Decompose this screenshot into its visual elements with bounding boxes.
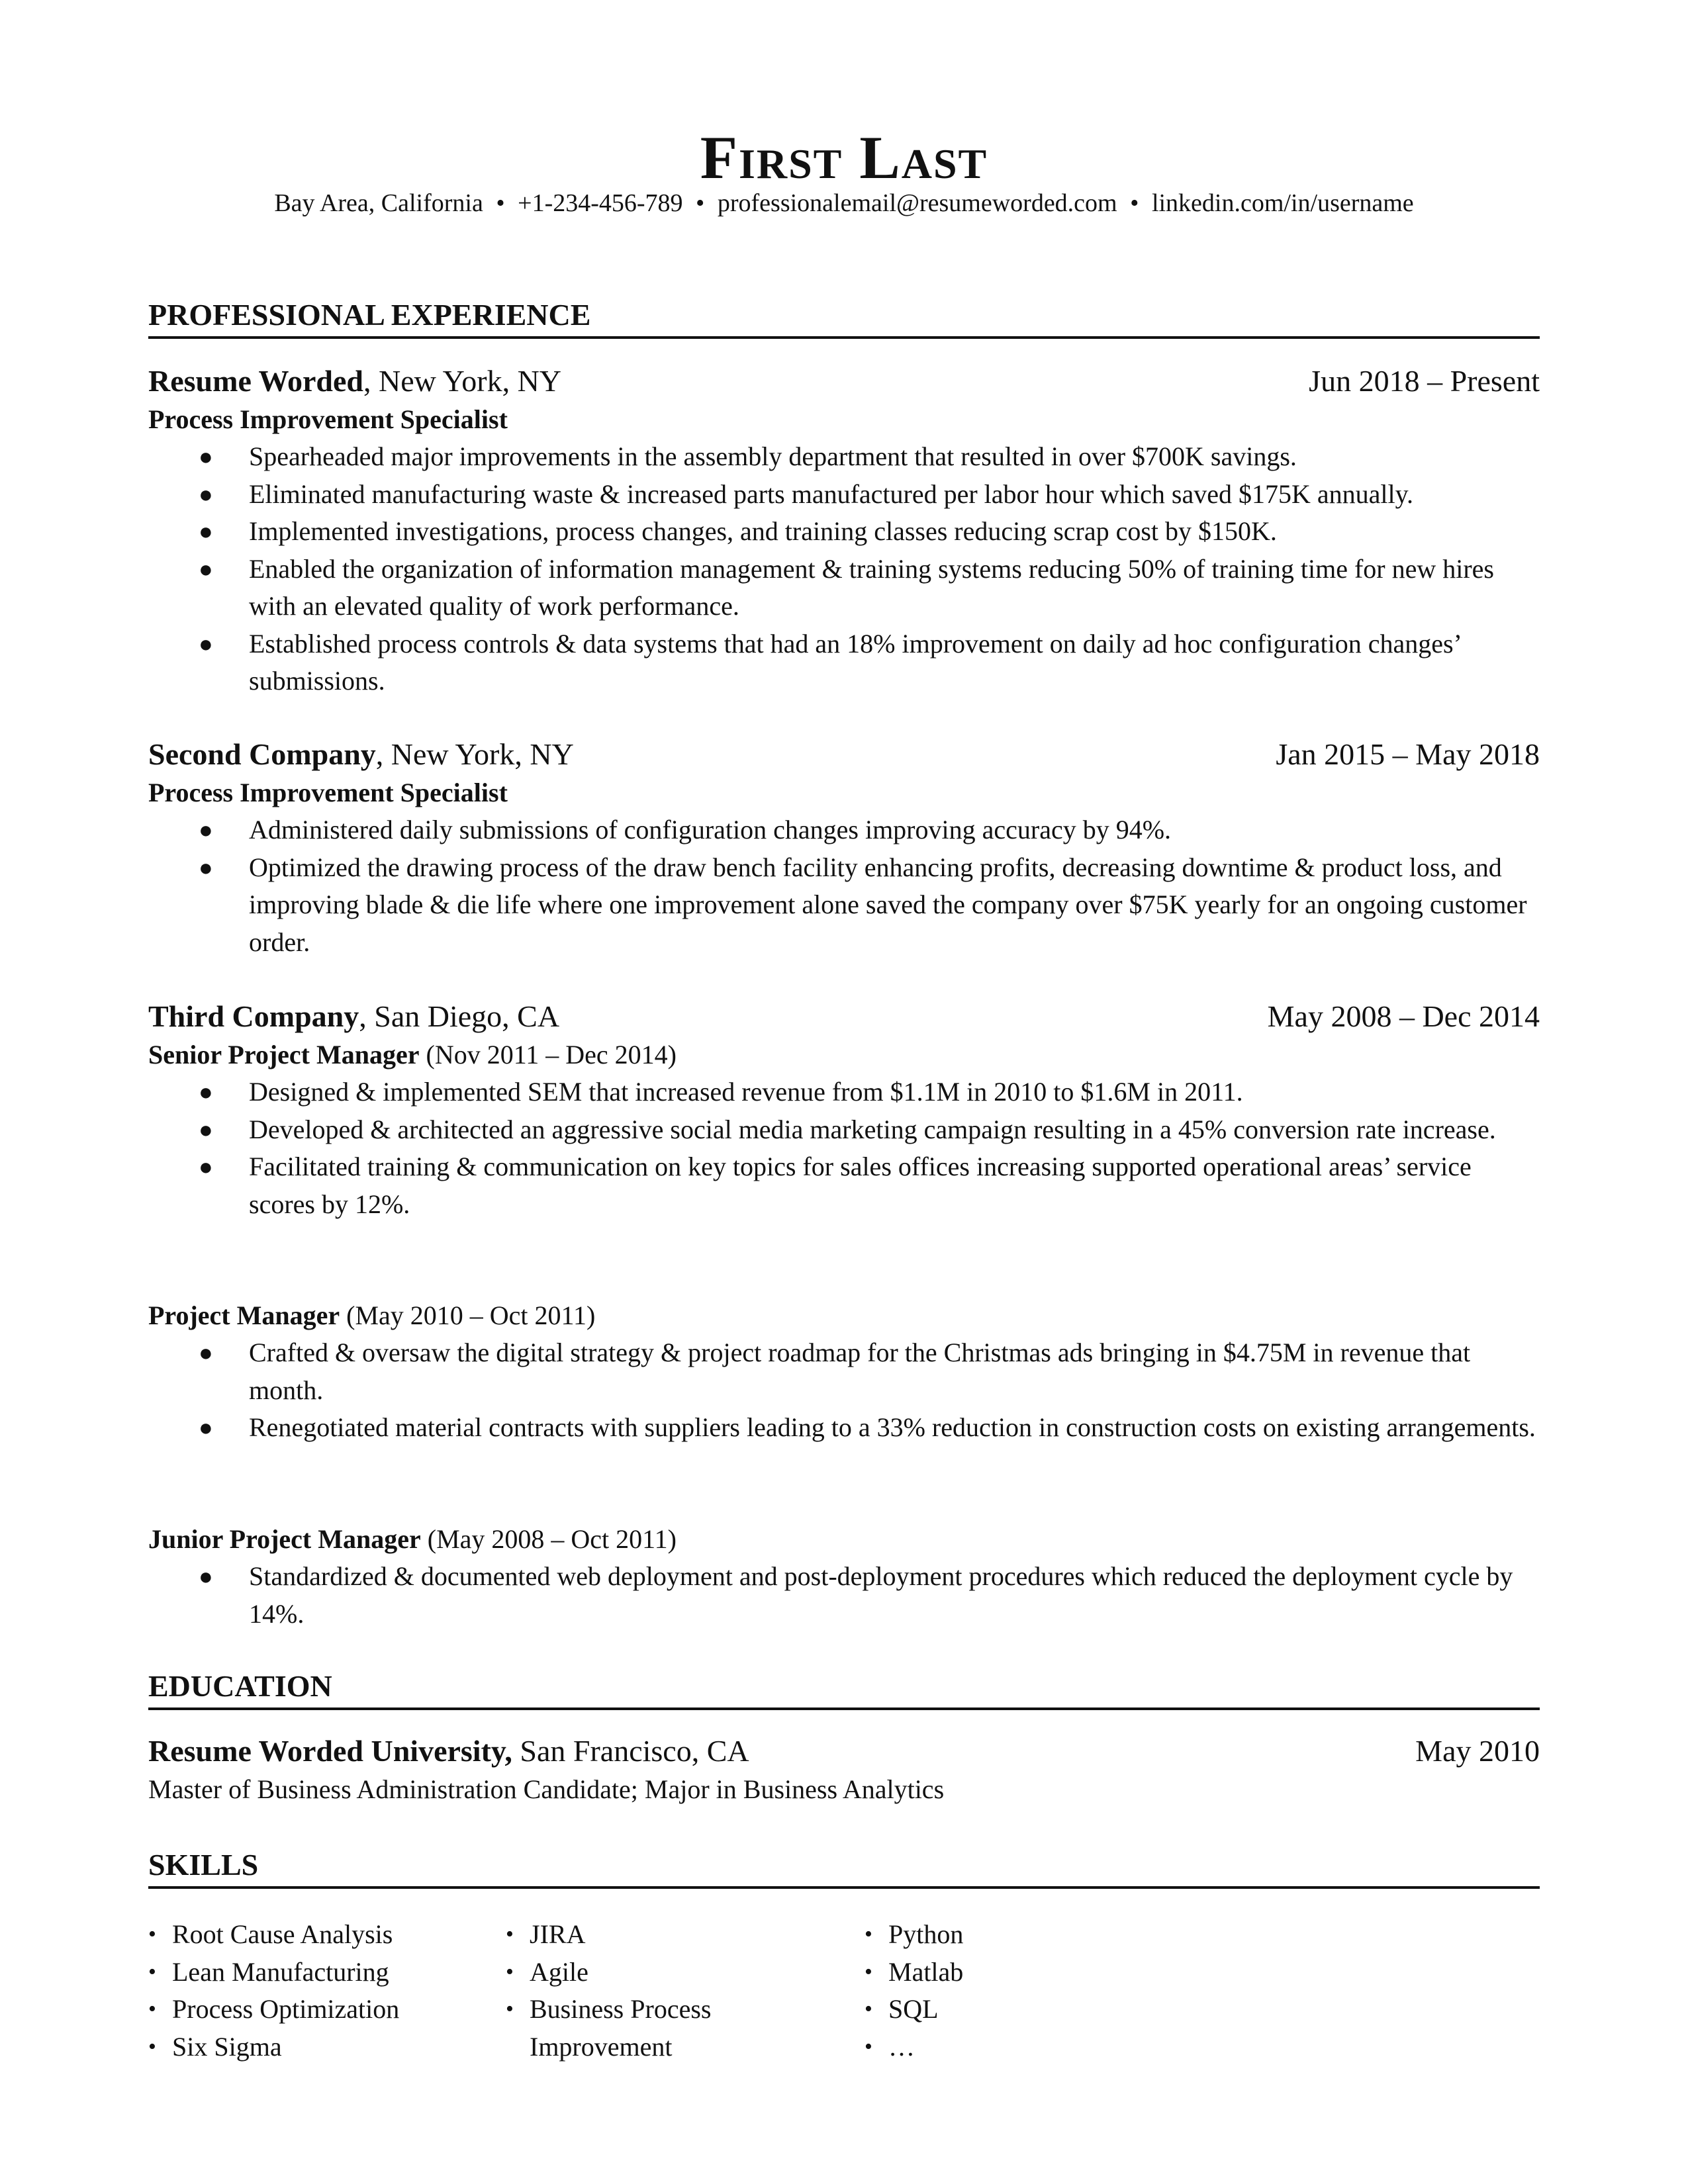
role-title: Senior Project Manager xyxy=(148,1040,420,1069)
candidate-name: First Last xyxy=(700,124,988,191)
bullet-icon: • xyxy=(148,2034,156,2059)
bullet-icon: ● xyxy=(199,1563,213,1590)
skill-item xyxy=(506,1954,744,1991)
bullet-text: Implemented investigations, process changes, and training classes reducing scrap cost by $150K. xyxy=(249,516,1277,546)
bullet-list xyxy=(148,1334,1540,1447)
bullet-icon: • xyxy=(148,1959,156,1984)
skill-item xyxy=(506,1916,744,1954)
skill-item xyxy=(865,2028,1209,2066)
bullet-icon: • xyxy=(506,1922,514,1946)
bullet-item xyxy=(148,476,1540,514)
role-title-row xyxy=(148,401,1540,438)
bullet-text: Enabled the organization of information management & training systems reducing 50% of training time for new hires with an elevated quality of work performance. xyxy=(249,553,1494,621)
bullet-icon: • xyxy=(506,1997,514,2021)
skill-item xyxy=(148,1916,492,1954)
degree-line: Master of Business Administration Candidate; Major in Business Analytics xyxy=(148,1774,945,1804)
company-location: , New York, NY xyxy=(375,737,574,771)
company-location: , San Diego, CA xyxy=(359,999,560,1033)
bullet-item xyxy=(148,1073,1540,1111)
role-title: Project Manager xyxy=(148,1300,340,1330)
role-title-row xyxy=(148,1521,1540,1558)
skill-item xyxy=(148,1954,492,1991)
bullet-item xyxy=(148,551,1540,625)
skill-text: Agile xyxy=(530,1956,588,1987)
skill-text: Root Cause Analysis xyxy=(172,1919,393,1949)
bullet-icon: ● xyxy=(199,443,213,470)
bullet-icon: ● xyxy=(199,1340,213,1366)
company-name: Resume Worded xyxy=(148,364,363,398)
education-section-title: EDUCATION xyxy=(148,1668,1540,1710)
bullet-icon: ● xyxy=(199,854,213,881)
education-header xyxy=(148,1733,1540,1770)
bullet-text: Administered daily submissions of configuration changes improving accuracy by 94%. xyxy=(249,815,1172,844)
contact-line xyxy=(148,187,1540,220)
skills-column xyxy=(865,1916,1209,2066)
bullet-text: Developed & architected an aggressive social media marketing campaign resulting in a 45% conversion rate increase. xyxy=(249,1114,1496,1144)
bullet-text: Facilitated training & communication on key topics for sales offices increasing supported operational areas’ service scores by 12%. xyxy=(249,1152,1472,1219)
company-name: Third Company xyxy=(148,999,359,1033)
bullet-item xyxy=(148,438,1540,476)
bullet-item xyxy=(148,1558,1540,1633)
bullet-text: Spearheaded major improvements in the assembly department that resulted in over $700K savings. xyxy=(249,441,1297,471)
bullet-icon: ● xyxy=(199,630,213,657)
skill-item xyxy=(865,1991,1209,2028)
school-name: Resume Worded University, xyxy=(148,1734,512,1768)
role-dates: (May 2008 – Oct 2011) xyxy=(420,1524,677,1554)
bullet-text: Established process controls & data systems that had an 18% improvement on daily ad hoc configuration changes’ submissions. xyxy=(249,628,1460,696)
bullet-item xyxy=(148,849,1540,962)
bullet-list xyxy=(148,811,1540,961)
skill-text: Python xyxy=(888,1919,964,1949)
contact-phone: +1-234-456-789 xyxy=(518,189,683,217)
bullet-item xyxy=(148,1111,1540,1149)
skill-item xyxy=(148,1991,492,2028)
skill-text: Matlab xyxy=(888,1956,964,1987)
bullet-icon: • xyxy=(506,1959,514,1984)
bullet-icon: • xyxy=(148,1997,156,2021)
bullet-text: Crafted & oversaw the digital strategy & project roadmap for the Christmas ads bringing in $4.75M in revenue that month. xyxy=(249,1338,1471,1405)
bullet-item xyxy=(148,513,1540,551)
role-title: Junior Project Manager xyxy=(148,1524,421,1554)
skill-item xyxy=(506,1991,744,2066)
bullet-item xyxy=(148,1334,1540,1409)
job-header xyxy=(148,998,1540,1035)
skills-section-title: SKILLS xyxy=(148,1846,1540,1889)
bullet-item xyxy=(148,1409,1540,1447)
skill-item xyxy=(865,1954,1209,1991)
bullet-text: Designed & implemented SEM that increased revenue from $1.1M in 2010 to $1.6M in 2011. xyxy=(249,1077,1243,1107)
school-location: San Francisco, CA xyxy=(512,1734,749,1768)
bullet-list xyxy=(148,1558,1540,1633)
bullet-icon: ● xyxy=(199,1116,213,1143)
bullet-text: Eliminated manufacturing waste & increased parts manufactured per labor hour which saved $175K annually. xyxy=(249,478,1414,509)
bullet-icon: ● xyxy=(199,480,213,508)
role-title-row xyxy=(148,1036,1540,1073)
job-header xyxy=(148,736,1540,773)
role-title: Process Improvement Specialist xyxy=(148,778,508,807)
bullet-icon: • xyxy=(865,1922,872,1946)
bullet-icon: ● xyxy=(199,518,213,545)
bullet-list xyxy=(148,1073,1540,1223)
bullet-text: Standardized & documented web deployment and post-deployment procedures which reduced the deployment cycle by 14%. xyxy=(249,1561,1513,1629)
contact-separator: • xyxy=(1130,189,1139,217)
job-header xyxy=(148,363,1540,400)
skill-text: SQL xyxy=(888,1994,939,2024)
bullet-icon: • xyxy=(865,1959,872,1984)
bullet-icon: • xyxy=(865,2034,872,2059)
experience-section-title: PROFESSIONAL EXPERIENCE xyxy=(148,296,1540,339)
bullet-list xyxy=(148,438,1540,700)
role-dates: (May 2010 – Oct 2011) xyxy=(340,1300,596,1330)
bullet-text: Renegotiated material contracts with suppliers leading to a 33% reduction in construction costs on existing arrangements. xyxy=(249,1412,1536,1442)
bullet-icon: ● xyxy=(199,1414,213,1441)
role-title-row xyxy=(148,774,1540,811)
bullet-item xyxy=(148,1148,1540,1223)
bullet-icon: ● xyxy=(199,817,213,843)
skill-item xyxy=(865,1916,1209,1954)
graduation-date: May 2010 xyxy=(1415,1734,1540,1768)
contact-separator: • xyxy=(696,189,705,217)
contact-linkedin: linkedin.com/in/username xyxy=(1151,189,1414,217)
bullet-text: Optimized the drawing process of the draw bench facility enhancing profits, decreasing downtime & product loss, and improving blade & die life where one improvement alone saved the company over $75K yearly for an ongoing customer order. xyxy=(249,852,1527,957)
bullet-icon: ● xyxy=(199,1154,213,1180)
role-title-row xyxy=(148,1297,1540,1334)
skill-text: Lean Manufacturing xyxy=(172,1956,389,1987)
bullet-icon: • xyxy=(865,1997,872,2021)
job-dates: Jun 2018 – Present xyxy=(1309,364,1540,398)
bullet-icon: ● xyxy=(199,555,213,582)
skill-text: … xyxy=(888,2031,915,2062)
bullet-item xyxy=(148,811,1540,849)
contact-email: professionalemail@resumeworded.com xyxy=(717,189,1117,217)
role-dates: (Nov 2011 – Dec 2014) xyxy=(419,1040,677,1069)
job-dates: May 2008 – Dec 2014 xyxy=(1267,999,1540,1033)
company-location: , New York, NY xyxy=(363,364,562,398)
skill-text: Process Optimization xyxy=(172,1994,400,2024)
bullet-item xyxy=(148,625,1540,700)
job-dates: Jan 2015 – May 2018 xyxy=(1276,737,1540,771)
contact-separator: • xyxy=(496,189,505,217)
skills-column xyxy=(148,1916,492,2066)
company-name: Second Company xyxy=(148,737,376,771)
skill-text: JIRA xyxy=(530,1919,586,1949)
skill-text: Six Sigma xyxy=(172,2031,282,2062)
skills-column xyxy=(506,1916,744,2066)
contact-location: Bay Area, California xyxy=(274,189,483,217)
role-title: Process Improvement Specialist xyxy=(148,404,508,434)
bullet-icon: • xyxy=(148,1922,156,1946)
bullet-icon: ● xyxy=(199,1079,213,1105)
skill-item xyxy=(148,2028,492,2066)
skill-text: Business Process Improvement xyxy=(530,1994,712,2062)
